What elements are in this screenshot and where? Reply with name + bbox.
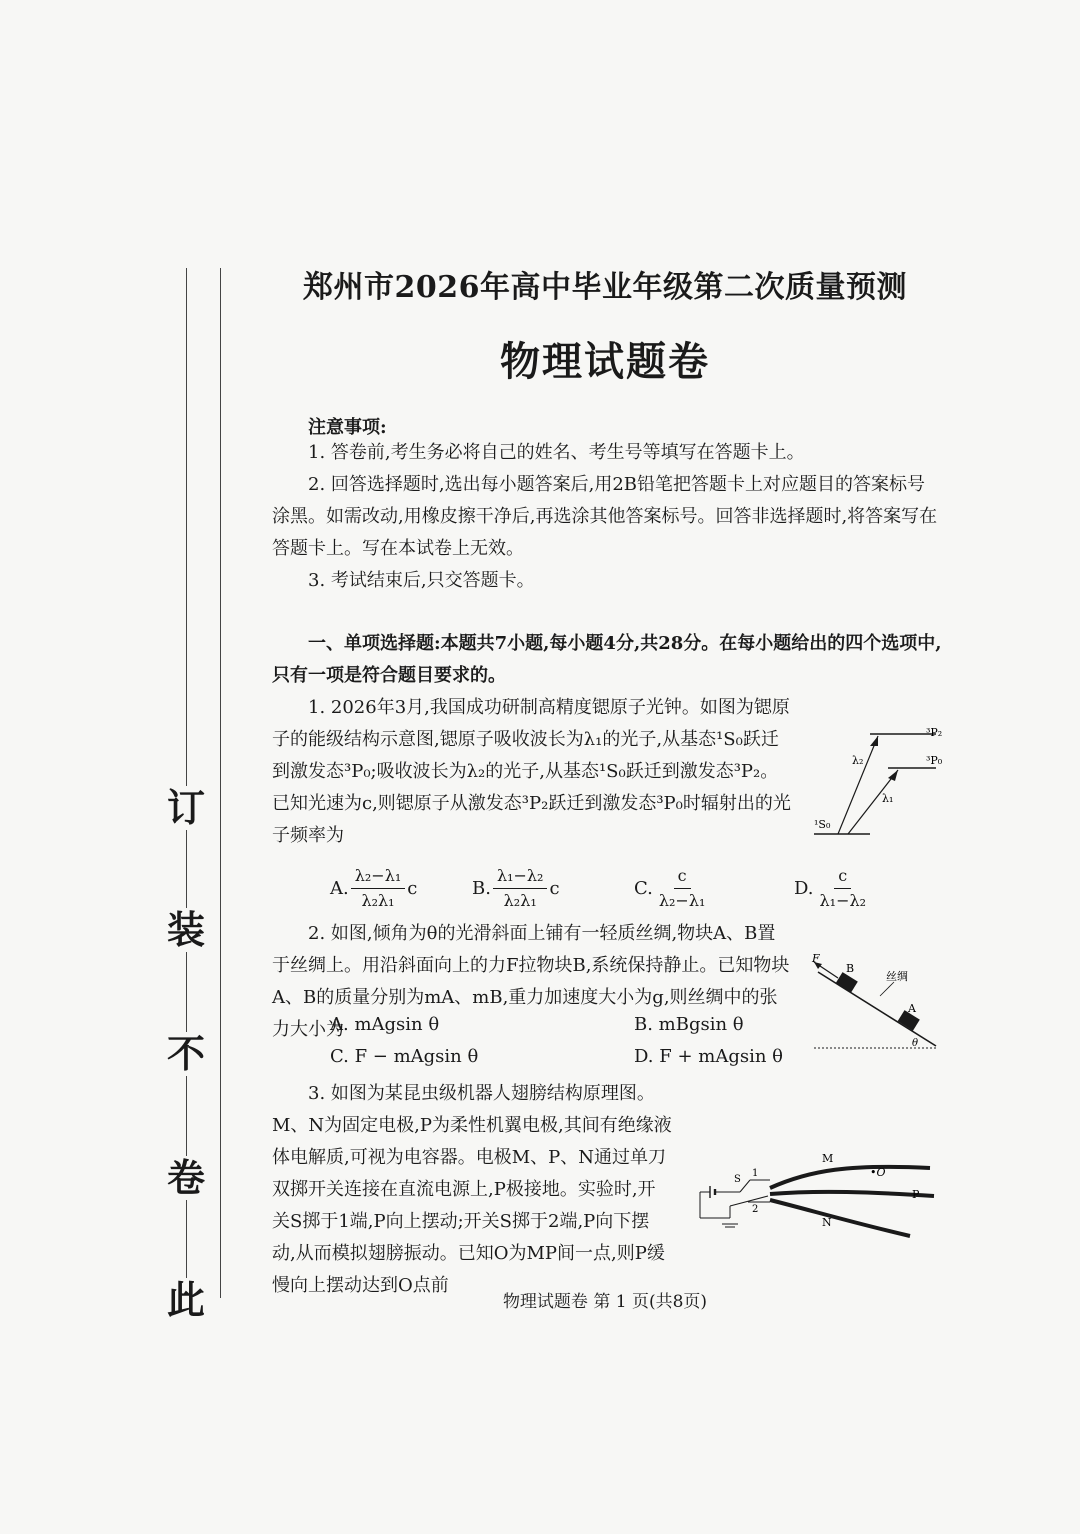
binding-text [160,268,212,1322]
page-footer: 物理试题卷 第 1 页(共8页) [502,1292,708,1312]
incline-diagram [808,954,944,1052]
binding-char: 此 [160,1278,212,1322]
fraction-numerator: c [674,866,691,889]
binding-char: 卷 [160,1156,212,1200]
question-1 [272,692,792,852]
wing-circuit-diagram [690,1140,940,1238]
block-b-label: B [846,962,855,975]
fraction-denominator: λ₂λ₁ [361,891,395,910]
terminal-1-label: 1 [752,1168,759,1179]
notice-item: 1. 答卷前,考生务必将自己的姓名、考生号等填写在答题卡上。 [308,442,805,463]
option-label: C. [634,878,653,899]
option-suffix: c [407,878,418,899]
notice-item: 2. 回答选择题时,选出每小题答案后,用2B铅笔把答题卡上对应题目的答案标号涂黑。如需改动,用橡皮擦干净后,再选涂其他答案标号。回答非选择题时,将答案写在答题卡上。写在本试卷上无效。 [272,474,938,559]
q2-option-b: B. mBgsin θ [634,1014,744,1035]
lambda2-label: λ₂ [852,754,864,767]
q2-option-c: C. F − mAgsin θ [330,1046,479,1067]
q1-option-b [472,866,560,911]
binding-char: 订 [160,786,212,830]
fraction-numerator: c [834,866,851,889]
level-3p2: ³P₂ [926,726,943,739]
fraction-numerator: λ₂−λ₁ [351,866,406,889]
level-3p0: ³P₀ [926,754,943,767]
option-label: D. [794,878,814,899]
point-o-label: •O [870,1166,886,1179]
terminal-2-label: 2 [752,1204,759,1215]
binding-line-inner [220,268,221,1298]
lambda1-label: λ₁ [882,792,894,805]
q1-option-c [634,866,711,911]
q1-option-a [330,866,417,911]
switch-s-label: S [734,1174,741,1185]
question-2-stem: 2. 如图,倾角为θ的光滑斜面上铺有一轻质丝绸,物块A、B置于丝绸上。用沿斜面向上的力F拉物块B,系统保持静止。已知物块A、B的质量分别为mA、mB,重力加速度大小为g,则丝绸中的张力大小为 [272,923,790,1040]
silk-label: 丝绸 [886,970,908,983]
option-label: A. [330,878,349,899]
option-suffix: c [549,878,560,899]
electrode-m-label: M [822,1152,834,1165]
q1-option-d [794,866,872,911]
binding-char: 不 [160,1032,212,1076]
paper-title: 物理试题卷 [500,338,710,385]
fraction-denominator: λ₂−λ₁ [658,891,706,910]
fraction-denominator: λ₁−λ₂ [819,891,867,910]
binding-char: 装 [160,908,212,952]
question-3-stem: 3. 如图为某昆虫级机器人翅膀结构原理图。M、N为固定电极,P为柔性机翼电极,其间有绝缘液体电解质,可视为电容器。电极M、P、N通过单刀双掷开关连接在直流电源上,P极接地。实验时,开关S掷于1端,P向上摆动;开关S掷于2端,P向下摆动,从而模拟翅膀振动。已知O为MP间一点,则P缓慢向上摆动达到O点前 [272,1083,672,1296]
force-label: F [812,954,820,965]
electrode-p-label: P [912,1188,920,1201]
fraction-numerator: λ₁−λ₂ [493,866,548,889]
angle-label: θ [912,1038,919,1049]
notice-heading: 注意事项: [308,417,387,438]
exam-title: 郑州市2026年高中毕业年级第二次质量预测 [303,270,907,305]
energy-level-diagram [808,724,953,842]
fraction-denominator: λ₂λ₁ [503,891,537,910]
q2-option-a: A. mAgsin θ [330,1014,440,1035]
electrode-n-label: N [822,1216,832,1229]
notice-item: 3. 考试结束后,只交答题卡。 [308,570,535,591]
option-label: B. [472,878,491,899]
level-1s0: ¹S₀ [814,818,831,831]
block-a-label: A [908,1002,916,1015]
q2-option-d: D. F + mAgsin θ [634,1046,783,1067]
section-heading: 一、单项选择题:本题共7小题,每小题4分,共28分。在每小题给出的四个选项中,只有一项是符合题目要求的。 [272,633,942,686]
question-1-text: 1. 2026年3月,我国成功研制高精度锶原子光钟。如图为锶原子的能级结构示意图,锶原子吸收波长为λ₁的光子,从基态¹S₀跃迁到激发态³P₀;吸收波长为λ₂的光子,从基态¹S₀跃迁到激发态³P₂。已知光速为c,则锶原子从激发态³P₂跃迁到激发态³P₀时辐射出的光子频率为 [272,697,791,846]
